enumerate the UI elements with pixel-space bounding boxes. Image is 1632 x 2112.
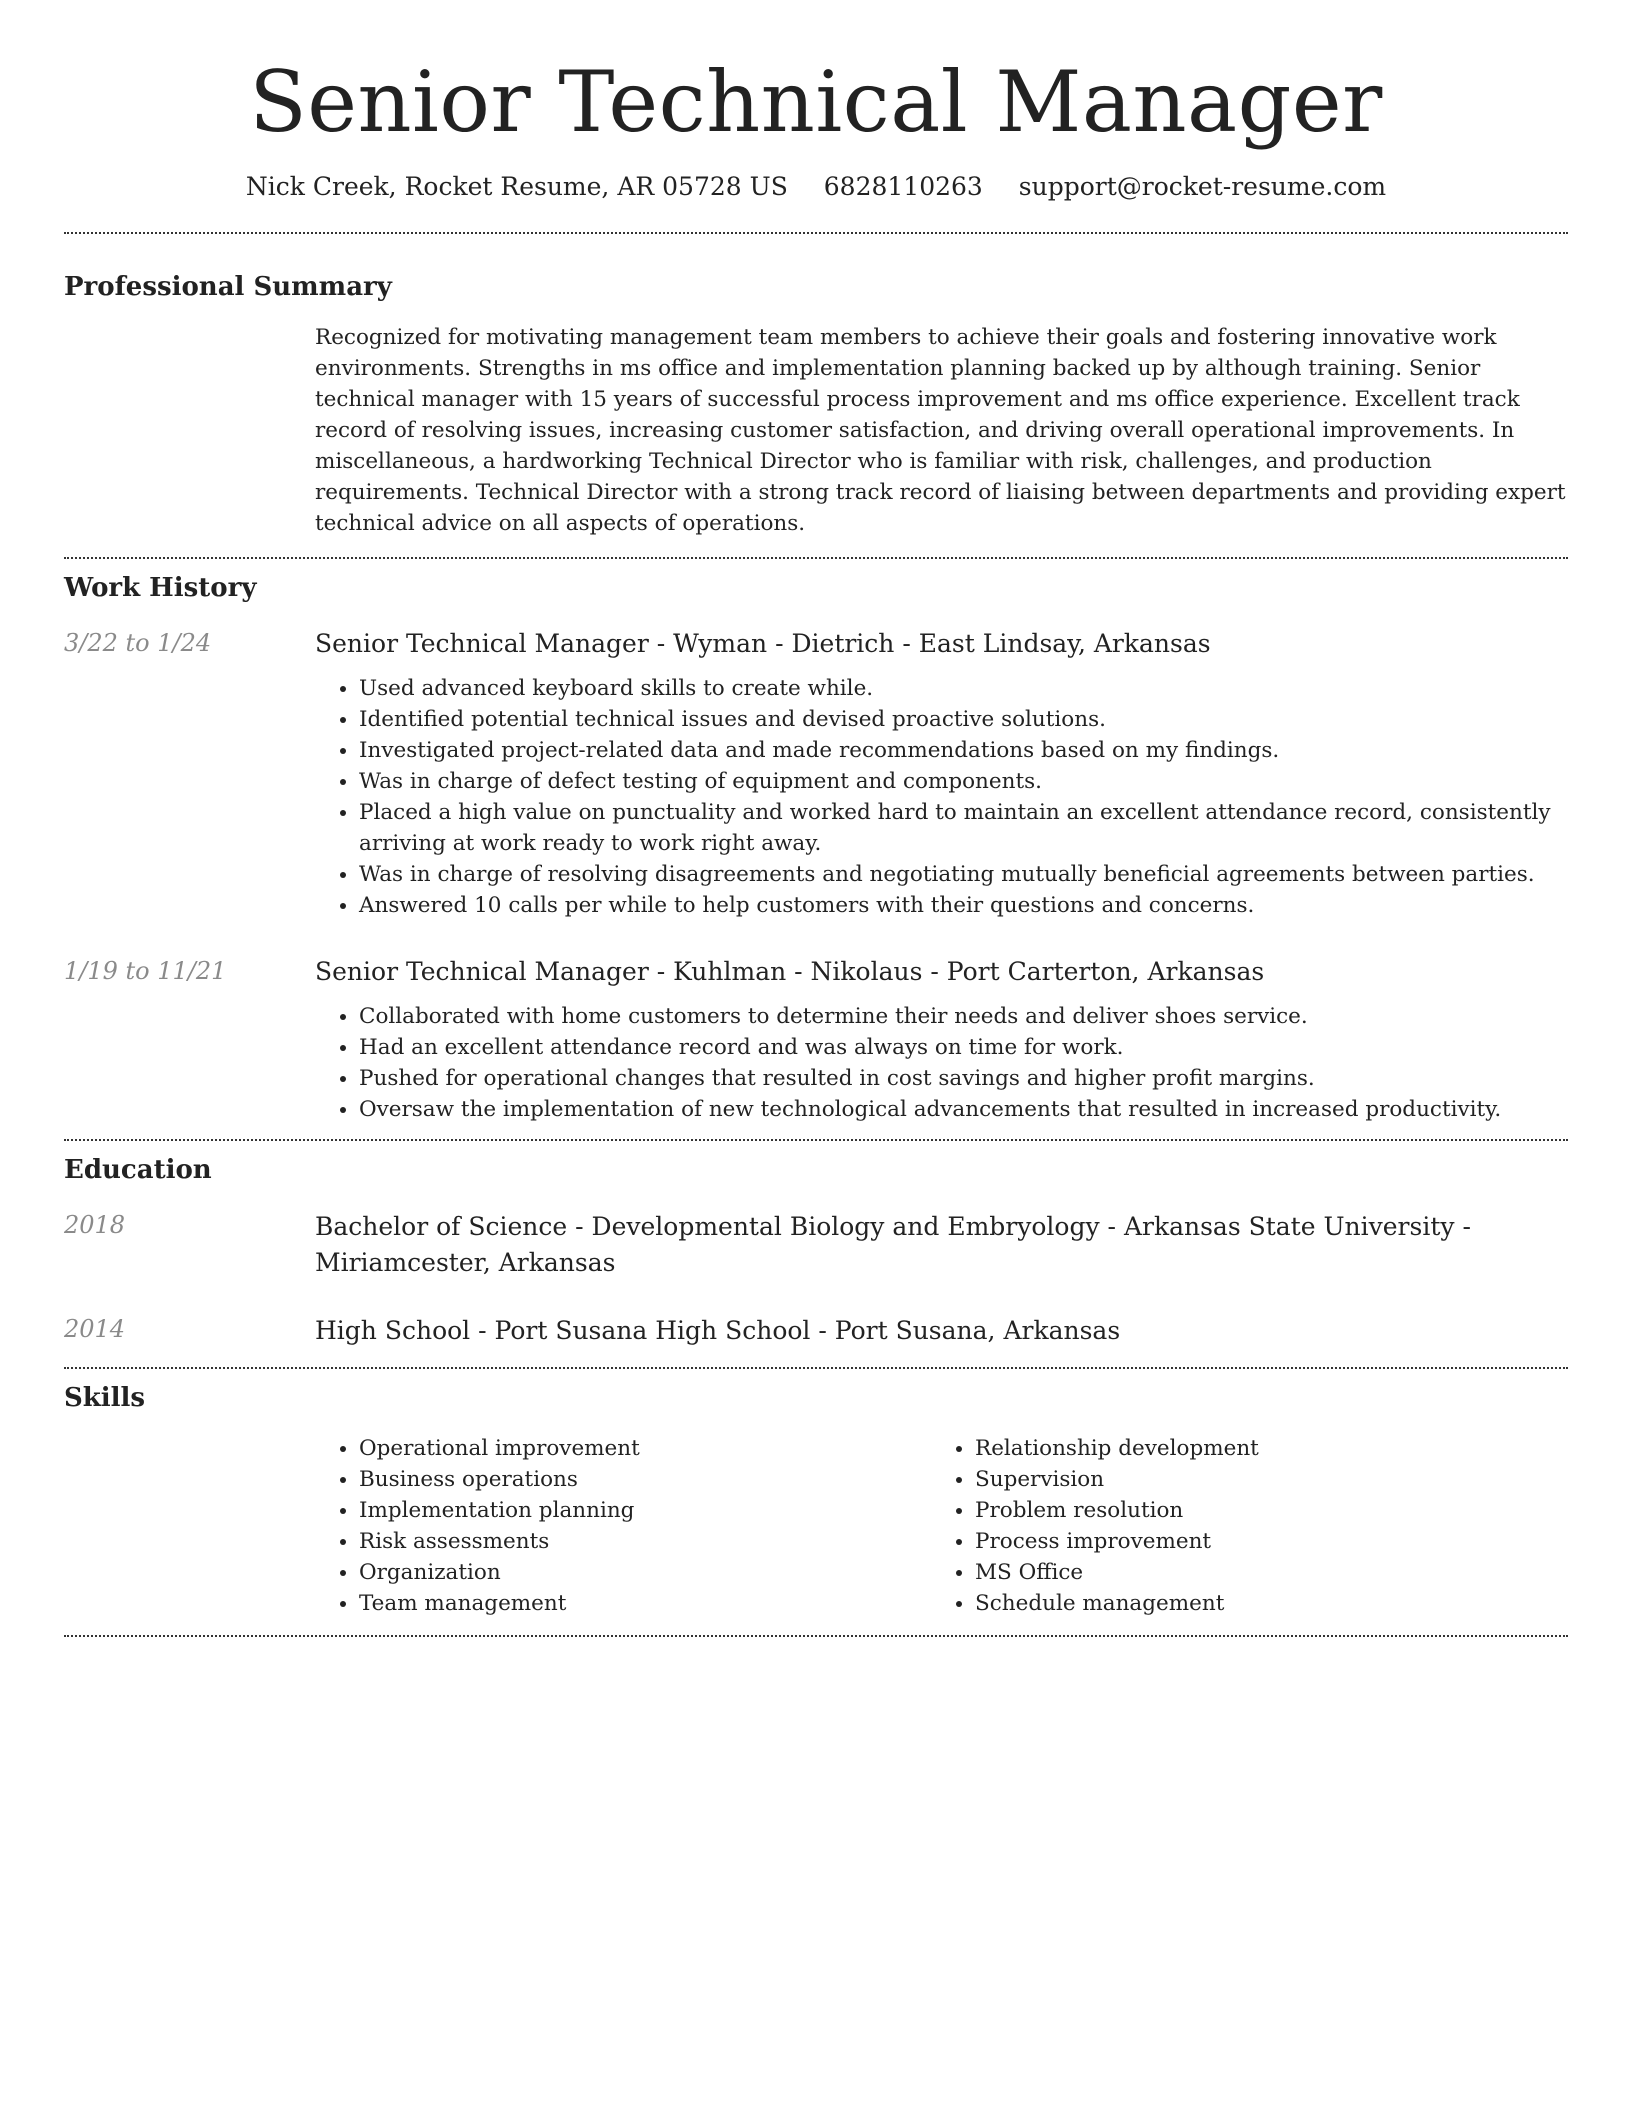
education-entry <box>64 1313 1568 1349</box>
skill-item: • Schedule management <box>975 1588 1547 1619</box>
education-section <box>64 1141 1568 1349</box>
contact-line <box>64 170 1568 204</box>
job-separator: - <box>648 957 674 986</box>
job-location: East Lindsay, Arkansas <box>918 629 1211 658</box>
section-title-work: Work History <box>64 573 257 603</box>
education-school: Arkansas State University <box>1123 1212 1455 1241</box>
education-heading <box>315 1209 1568 1281</box>
skill-item: • Risk assessments <box>359 1526 931 1557</box>
section-title-education: Education <box>64 1155 212 1185</box>
contact-phone: 6828110263 <box>823 172 983 201</box>
section-title-skills: Skills <box>64 1383 146 1413</box>
job-bullet: • Identified potential technical issues and devised proactive solutions. <box>359 704 1568 735</box>
skill-item: • Operational improvement <box>359 1433 931 1464</box>
job-dates: 1/19 to 11/21 <box>64 957 227 985</box>
skills-list-right <box>931 1433 1547 1619</box>
education-separator: - <box>470 1316 495 1345</box>
contact-address: Nick Creek, Rocket Resume, AR 05728 US <box>245 172 788 201</box>
summary-text: Recognized for motivating management team members to achieve their goals and fostering innovative work environments. Strengths in ms office and implementation planning backed up by although training. Senior technical manager with 15 years of successful process improvement and ms office experience. Excellent track record of resolving issues, increasing customer satisfaction, and driving overall operational improvements. In miscellaneous, a hardworking Technical Director who is familiar with risk, challenges, and production requirements. Technical Director with a strong track record of liaising between departments and providing expert technical advice on all aspects of operations. <box>315 325 1566 536</box>
job-location: Port Carterton, Arkansas <box>946 957 1265 986</box>
job-company: Kuhlman - Nikolaus <box>673 957 923 986</box>
divider <box>64 1635 1568 1637</box>
job-position: Senior Technical Manager <box>315 957 649 986</box>
summary-section <box>64 234 1568 539</box>
section-title-summary: Professional Summary <box>64 272 392 302</box>
skill-item: • Team management <box>359 1588 931 1619</box>
job-bullet: • Answered 10 calls per while to help customers with their questions and concerns. <box>359 890 1568 921</box>
job-bullet: • Had an excellent attendance record and was always on time for work. <box>359 1032 1568 1063</box>
education-school: Port Susana High School <box>494 1316 811 1345</box>
job-position: Senior Technical Manager <box>315 629 649 658</box>
skill-item: • Problem resolution <box>975 1495 1547 1526</box>
skill-item: • Supervision <box>975 1464 1547 1495</box>
education-entry <box>64 1209 1568 1281</box>
resume-name: Senior Technical Manager <box>249 53 1383 151</box>
job-company: Wyman - Dietrich <box>673 629 895 658</box>
skill-item: • Business operations <box>359 1464 931 1495</box>
job-bullet: • Investigated project-related data and made recommendations based on my findings. <box>359 735 1568 766</box>
job-bullets <box>315 673 1568 921</box>
skill-item: • MS Office <box>975 1557 1547 1588</box>
education-location: Port Susana, Arkansas <box>834 1316 1121 1345</box>
education-degree: Bachelor of Science - Developmental Biology and Embryology <box>315 1212 1100 1241</box>
job-entry <box>64 627 1568 921</box>
job-bullet: • Oversaw the implementation of new technological advancements that resulted in increased productivity. <box>359 1094 1568 1125</box>
skill-item: • Process improvement <box>975 1526 1547 1557</box>
job-bullet: • Collaborated with home customers to determine their needs and deliver shoes service. <box>359 1001 1568 1032</box>
job-heading <box>315 955 1568 989</box>
contact-email: support@rocket-resume.com <box>1018 172 1387 201</box>
job-separator: - <box>894 629 919 658</box>
skills-section <box>64 1369 1568 1619</box>
skill-item: • Implementation planning <box>359 1495 931 1526</box>
job-bullet: • Used advanced keyboard skills to create while. <box>359 673 1568 704</box>
job-separator: - <box>648 629 674 658</box>
work-section <box>64 559 1568 1125</box>
job-bullet: • Pushed for operational changes that resulted in cost savings and higher profit margins. <box>359 1063 1568 1094</box>
education-year: 2014 <box>64 1315 126 1343</box>
job-entry <box>64 955 1568 1125</box>
job-bullet: • Placed a high value on punctuality and worked hard to maintain an excellent attendance record, consistently arriving at work ready to work right away. <box>359 797 1568 859</box>
education-separator: - <box>810 1316 835 1345</box>
job-dates: 3/22 to 1/24 <box>64 629 212 657</box>
job-bullet: • Was in charge of defect testing of equipment and components. <box>359 766 1568 797</box>
education-year: 2018 <box>64 1211 126 1239</box>
job-heading <box>315 627 1568 661</box>
education-separator: - <box>1099 1212 1124 1241</box>
education-location: Miriamcester, Arkansas <box>315 1248 616 1277</box>
skill-item: • Relationship development <box>975 1433 1547 1464</box>
education-degree: High School <box>315 1316 471 1345</box>
education-heading <box>315 1313 1568 1349</box>
job-separator: - <box>922 957 947 986</box>
skill-item: • Organization <box>359 1557 931 1588</box>
job-bullets <box>315 1001 1568 1125</box>
job-bullet: • Was in charge of resolving disagreements and negotiating mutually beneficial agreements between parties. <box>359 859 1568 890</box>
skills-list-left <box>315 1433 931 1619</box>
education-separator: - <box>1454 1212 1471 1241</box>
